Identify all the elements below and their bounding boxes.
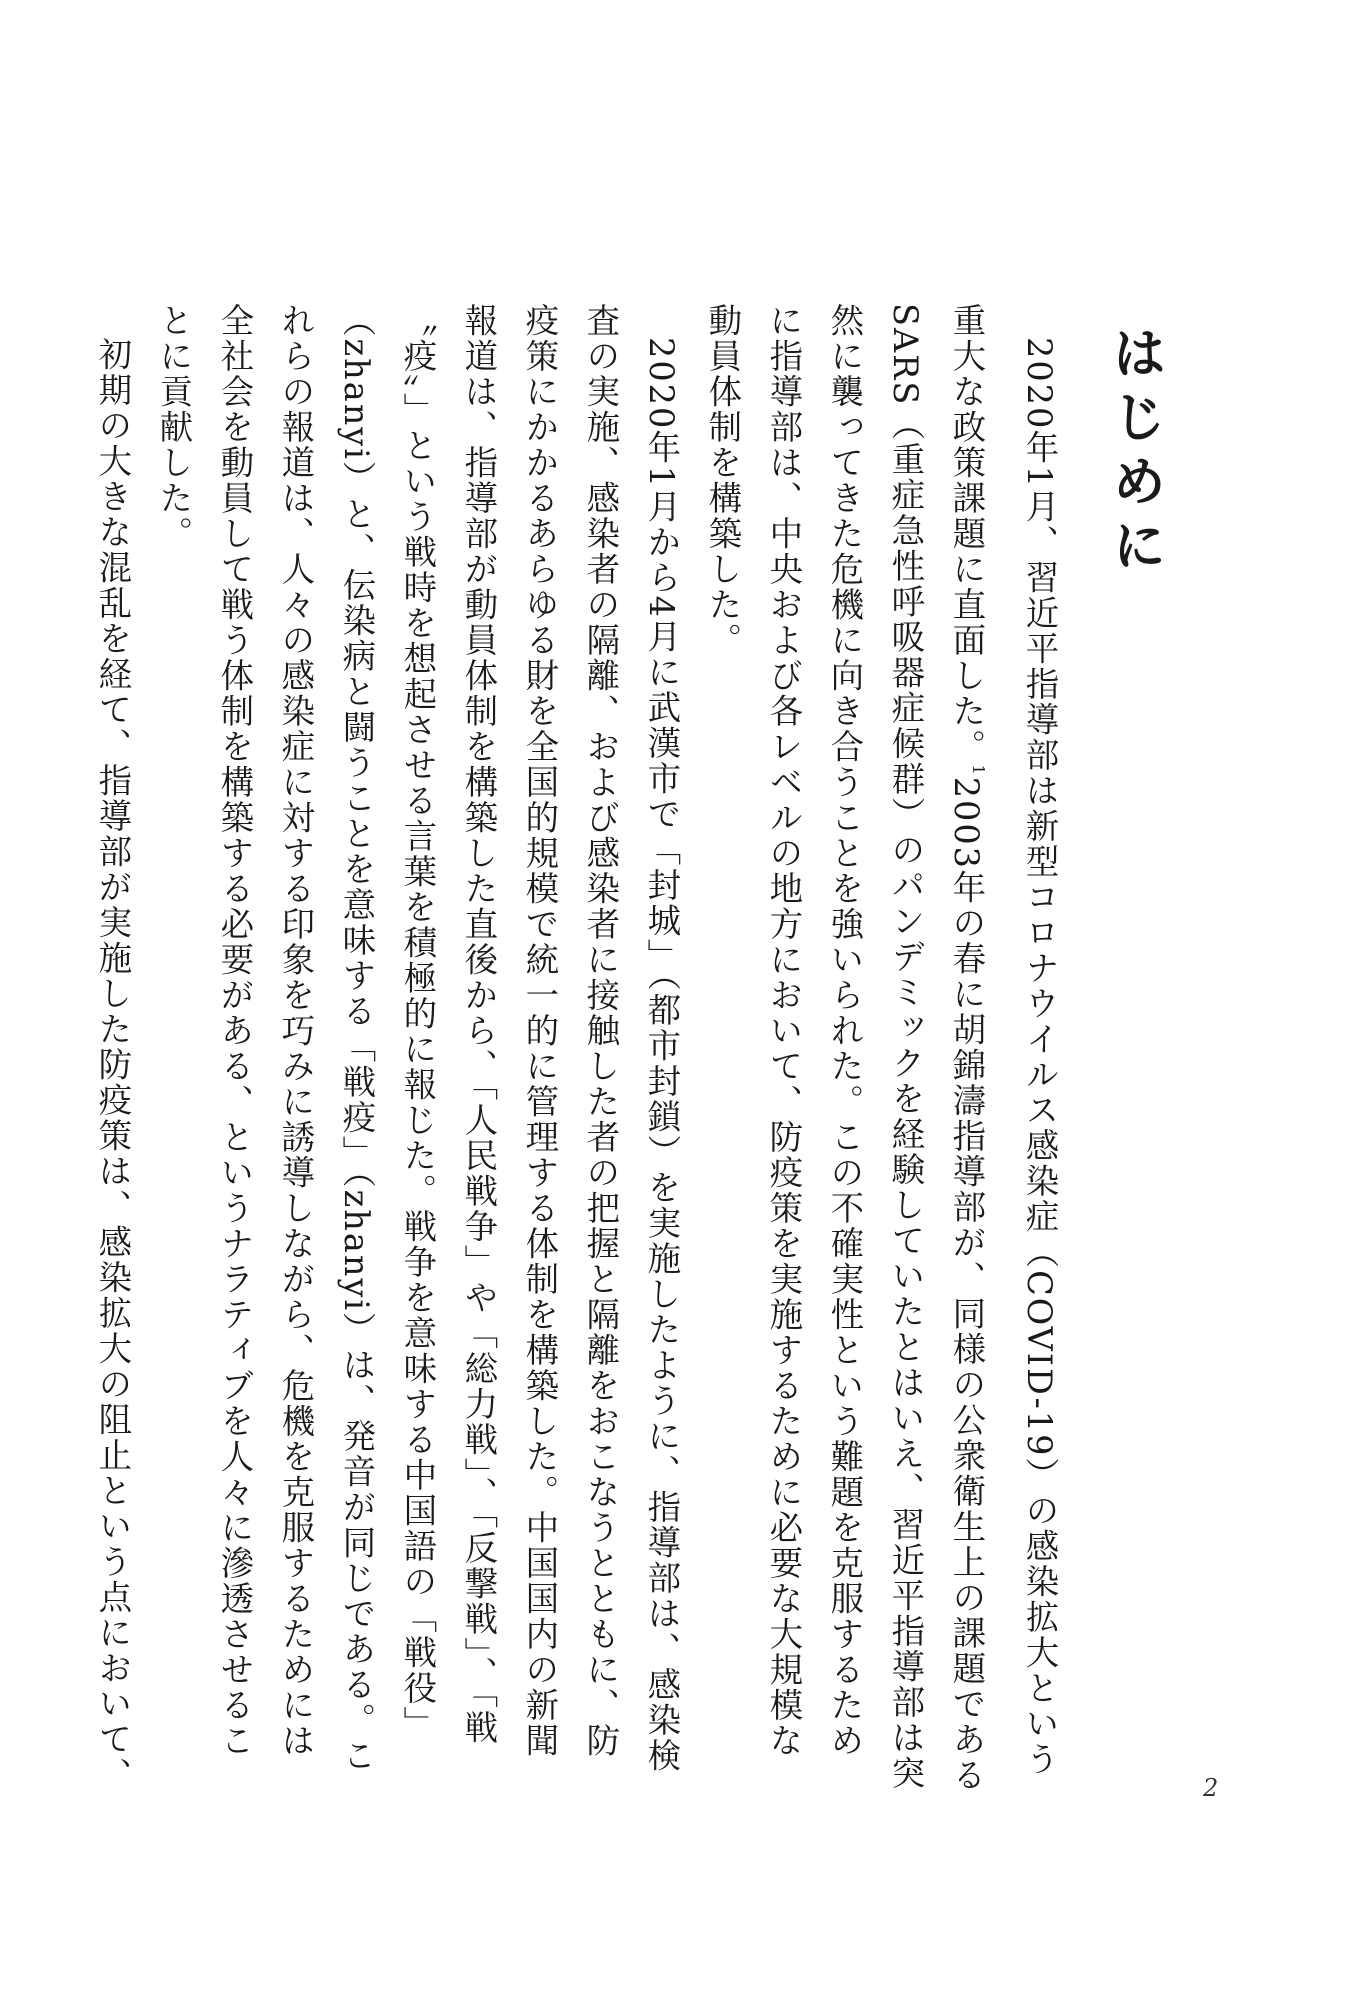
paragraph: 初期の大きな混乱を経て、指導部が実施した防疫策は、感染拡大の阻止という点において、 (92, 336, 132, 1792)
page-number: 2 (1203, 1774, 1219, 1802)
paragraph (692, 303, 1070, 1793)
paragraph-text: 2003年の春に胡錦濤指導部が、同様の公衆衛生上の課題であるSARS（重症急性呼吸器症候群）のパンデミックを経験していたとはいえ、習近平指導部は突然に襲ってきた危機に向き合うことを強いられた。この不確実性という難題を克服するために指導部は、中央および各レベルの地方において、防疫策を実施するために必要な大規模な動員体制を構築した。 (702, 303, 986, 1793)
paragraph-text: 2020年1月、習近平指導部は新型コロナウイルス感染症（COVID-19）の感染拡大という重大な政策課題に直面した。 (946, 303, 1059, 1777)
chapter-title: はじめに (1104, 325, 1167, 581)
footnote-reference[interactable]: 1 (969, 764, 988, 777)
body-text (92, 303, 1070, 1793)
paragraph: 2020年1月から4月に武漢市で「封城」（都市封鎖）を実施したように、指導部は、感染検査の実施、感染者の隔離、および感染者に接触した者の把握と隔離をおこなうとともに、防疫策にかかるあらゆる財を全国的規模で統一的に管理する体制を構築した。中国国内の新聞報道は、指導部が動員体制を構築した直後から、「人民戦争」や「総力戦」、「反撃戦」、「戦〝疫〟」という戦時を想起させる言葉を積極的に報じた。戦争を意味する中国語の「戦役」（zhanyi）と、伝染病と闘うことを意味する「戦疫」（zhanyi）は、発音が同じである。これらの報道は、人々の感染症に対する印象を巧みに誘導しながら、危機を克服するためには全社会を動員して戦う体制を構築する必要がある、というナラティブを人々に滲透させることに貢献した。 (153, 303, 681, 1774)
